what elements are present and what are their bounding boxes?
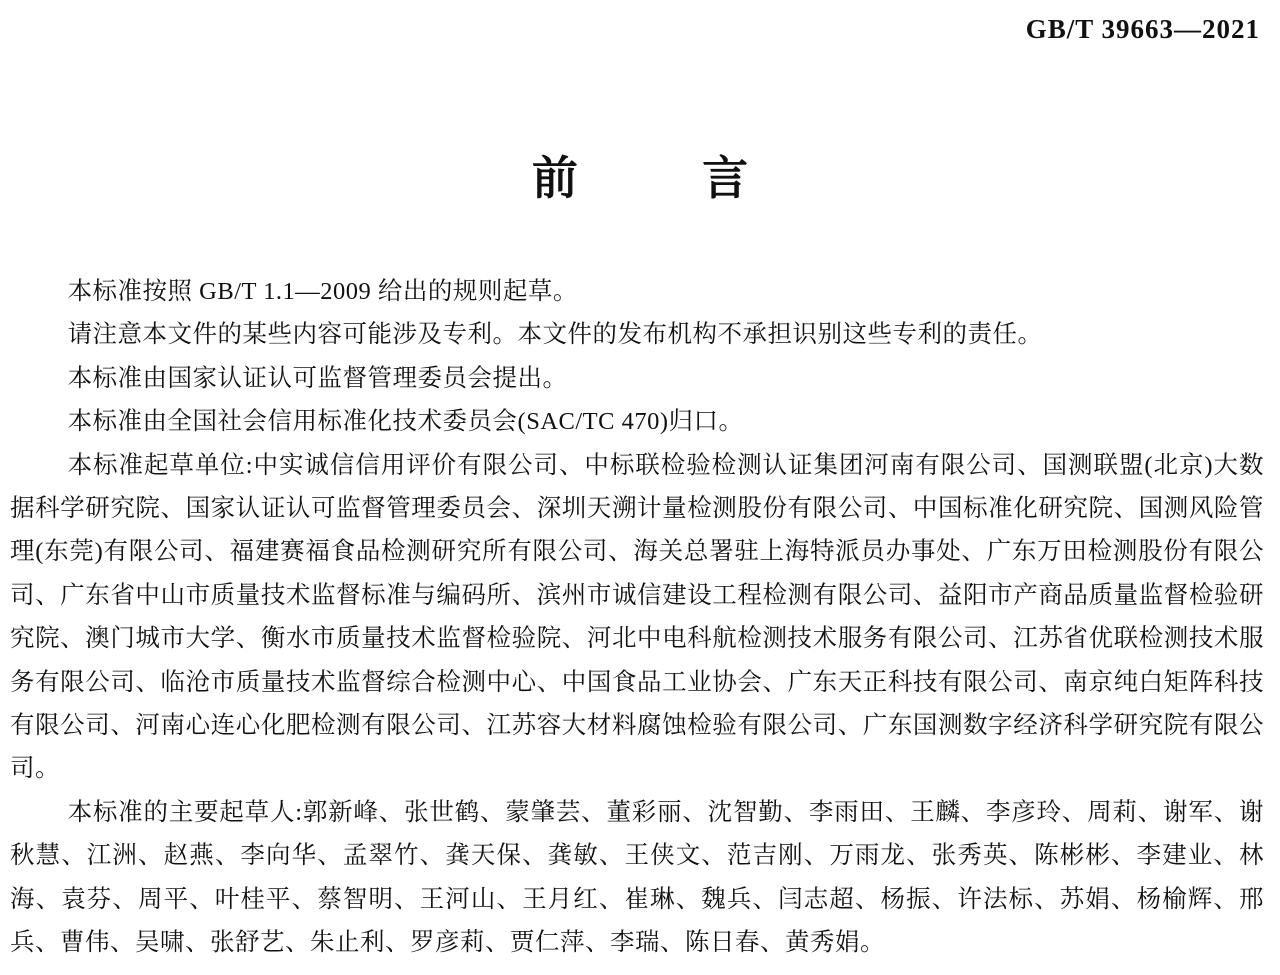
paragraph-drafting-rules: 本标准按照 GB/T 1.1—2009 给出的规则起草。: [67, 278, 578, 305]
foreword-title-container: [0, 142, 1280, 208]
paragraph-drafting-organizations: 本标准起草单位:中实诚信信用评价有限公司、中标联检验检测认证集团河南有限公司、国测联盟(北京)大数据科学研究院、国家认证认可监督管理委员会、深圳天溯计量检测股份有限公司、中国标准化研究院、国测风险管理(东莞)有限公司、福建赛福食品检测研究所有限公司、海关总署驻上海特派员办事处、广东万田检测股份有限公司、广东省中山市质量技术监督标准与编码所、滨州市诚信建设工程检测有限公司、益阳市产商品质量监督检验研究院、澳门城市大学、衡水市质量技术监督检验院、河北中电科航检测技术服务有限公司、江苏省优联检测技术服务有限公司、临沧市质量技术监督综合检测中心、中国食品工业协会、广东天正科技有限公司、南京纯白矩阵科技有限公司、河南心连心化肥检测有限公司、江苏容大材料腐蚀检验有限公司、广东国测数字经济科学研究院有限公司。: [10, 451, 1264, 783]
paragraph-proposed-by: 本标准由国家认证认可监督管理委员会提出。: [67, 364, 568, 392]
foreword-title: 前言: [531, 151, 873, 205]
foreword-body: [10, 270, 1264, 965]
document-number: GB/T 39663—2021: [1025, 14, 1260, 44]
paragraph-main-drafters: 本标准的主要起草人:郭新峰、张世鹤、蒙肇芸、董彩丽、沈智勤、李雨田、王麟、李彦玲、周莉、谢军、谢秋慧、江洲、赵燕、李向华、孟翠竹、龚天保、龚敏、王侠文、范吉刚、万雨龙、张秀英、陈彬彬、李建业、林海、袁芬、周平、叶桂平、蔡智明、王河山、王月红、崔琳、魏兵、闫志超、杨振、许法标、苏娟、杨榆辉、邢兵、曹伟、吴啸、张舒艺、朱止利、罗彦莉、贾仁萍、李瑞、陈日春、黄秀娟。: [10, 798, 1264, 957]
paragraph-patent-notice: 请注意本文件的某些内容可能涉及专利。本文件的发布机构不承担识别这些专利的责任。: [67, 321, 1043, 349]
paragraph-technical-committee: 本标准由全国社会信用标准化技术委员会(SAC/TC 470)归口。: [67, 408, 744, 436]
